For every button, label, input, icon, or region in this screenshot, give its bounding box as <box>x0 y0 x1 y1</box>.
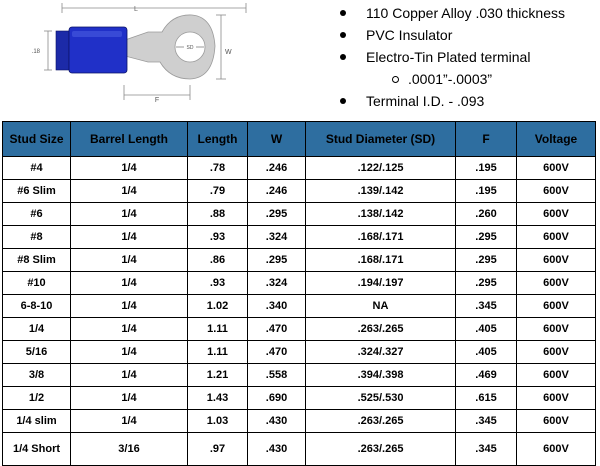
cell-f: .615 <box>456 387 517 410</box>
cell-barrel-length: 1/4 <box>71 226 188 249</box>
cell-f: .405 <box>456 341 517 364</box>
cell-length: .88 <box>188 203 248 226</box>
cell-stud-size: #6 Slim <box>3 180 71 203</box>
cell-stud-size: 1/4 Short <box>3 433 71 466</box>
cell-length: 1.43 <box>188 387 248 410</box>
cell-voltage: 600V <box>517 364 596 387</box>
cell-w: .340 <box>248 295 306 318</box>
cell-voltage: 600V <box>517 341 596 364</box>
dim-sd-label: SD <box>186 45 194 51</box>
spec-copper-alloy: 110 Copper Alloy .030 thickness <box>330 2 565 24</box>
cell-voltage: 600V <box>517 387 596 410</box>
cell-stud-diameter: .168/.171 <box>306 226 456 249</box>
table-row <box>3 433 596 466</box>
header-length: Length <box>188 122 248 157</box>
cell-voltage: 600V <box>517 180 596 203</box>
cell-stud-size: 5/16 <box>3 341 71 364</box>
cell-w: .558 <box>248 364 306 387</box>
cell-stud-diameter: .263/.265 <box>306 318 456 341</box>
cell-length: 1.03 <box>188 410 248 433</box>
cell-voltage: 600V <box>517 295 596 318</box>
table-row <box>3 180 596 203</box>
cell-f: .345 <box>456 433 517 466</box>
cell-barrel-length: 1/4 <box>71 157 188 180</box>
cell-voltage: 600V <box>517 410 596 433</box>
cell-barrel-length: 1/4 <box>71 272 188 295</box>
cell-stud-diameter: .394/.398 <box>306 364 456 387</box>
cell-barrel-length: 1/4 <box>71 295 188 318</box>
terminal-diagram <box>0 0 300 110</box>
cell-stud-diameter: .122/.125 <box>306 157 456 180</box>
spec-table <box>2 121 596 466</box>
table-row <box>3 410 596 433</box>
cell-length: 1.02 <box>188 295 248 318</box>
cell-length: 1.11 <box>188 341 248 364</box>
dim-18-label: .18 <box>31 49 40 55</box>
cell-voltage: 600V <box>517 203 596 226</box>
cell-stud-diameter: .525/.530 <box>306 387 456 410</box>
cell-stud-size: 1/2 <box>3 387 71 410</box>
cell-f: .260 <box>456 203 517 226</box>
cell-barrel-length: 1/4 <box>71 364 188 387</box>
header-voltage: Voltage <box>517 122 596 157</box>
cell-voltage: 600V <box>517 318 596 341</box>
header-f: F <box>456 122 517 157</box>
cell-w: .246 <box>248 157 306 180</box>
dim-l-label: L <box>134 6 138 13</box>
cell-voltage: 600V <box>517 249 596 272</box>
cell-voltage: 600V <box>517 433 596 466</box>
cell-stud-size: 1/4 <box>3 318 71 341</box>
spec-plating: Electro-Tin Plated terminal <box>330 46 565 68</box>
cell-w: .295 <box>248 203 306 226</box>
cell-w: .324 <box>248 226 306 249</box>
cell-barrel-length: 3/16 <box>71 433 188 466</box>
cell-length: .86 <box>188 249 248 272</box>
cell-w: .295 <box>248 249 306 272</box>
cell-stud-size: 6-8-10 <box>3 295 71 318</box>
spec-terminal-id: Terminal I.D. - .093 <box>330 90 565 112</box>
cell-barrel-length: 1/4 <box>71 203 188 226</box>
table-row <box>3 364 596 387</box>
cell-f: .295 <box>456 226 517 249</box>
spec-insulator: PVC Insulator <box>330 24 565 46</box>
cell-w: .470 <box>248 341 306 364</box>
table-row <box>3 387 596 410</box>
cell-stud-diameter: .138/.142 <box>306 203 456 226</box>
cell-stud-diameter: .194/.197 <box>306 272 456 295</box>
cell-f: .195 <box>456 157 517 180</box>
table-row <box>3 226 596 249</box>
cell-stud-size: #4 <box>3 157 71 180</box>
cell-stud-size: 1/4 slim <box>3 410 71 433</box>
cell-stud-size: #8 <box>3 226 71 249</box>
table-row <box>3 318 596 341</box>
cell-f: .295 <box>456 249 517 272</box>
cell-stud-diameter: .263/.265 <box>306 410 456 433</box>
cell-stud-size: 3/8 <box>3 364 71 387</box>
cell-barrel-length: 1/4 <box>71 387 188 410</box>
cell-f: .345 <box>456 295 517 318</box>
cell-w: .470 <box>248 318 306 341</box>
cell-w: .430 <box>248 433 306 466</box>
table-row <box>3 272 596 295</box>
cell-length: 1.11 <box>188 318 248 341</box>
cell-barrel-length: 1/4 <box>71 410 188 433</box>
cell-voltage: 600V <box>517 157 596 180</box>
cell-length: .78 <box>188 157 248 180</box>
header-barrel-length: Barrel Length <box>71 122 188 157</box>
cell-barrel-length: 1/4 <box>71 318 188 341</box>
header-w: W <box>248 122 306 157</box>
cell-f: .345 <box>456 410 517 433</box>
cell-barrel-length: 1/4 <box>71 249 188 272</box>
spec-list <box>330 2 565 112</box>
cell-f: .295 <box>456 272 517 295</box>
cell-barrel-length: 1/4 <box>71 180 188 203</box>
dim-f-label: F <box>154 97 160 104</box>
cell-stud-diameter: .263/.265 <box>306 433 456 466</box>
cell-length: 1.21 <box>188 364 248 387</box>
cell-w: .324 <box>248 272 306 295</box>
cell-stud-diameter: .139/.142 <box>306 180 456 203</box>
table-row <box>3 203 596 226</box>
cell-f: .195 <box>456 180 517 203</box>
cell-stud-size: #6 <box>3 203 71 226</box>
cell-stud-size: #10 <box>3 272 71 295</box>
header-stud-diameter: Stud Diameter (SD) <box>306 122 456 157</box>
cell-f: .405 <box>456 318 517 341</box>
cell-length: .93 <box>188 272 248 295</box>
cell-stud-size: #8 Slim <box>3 249 71 272</box>
table-row <box>3 295 596 318</box>
spec-plating-thickness: .0001”-.0003” <box>330 68 565 90</box>
cell-length: .79 <box>188 180 248 203</box>
cell-voltage: 600V <box>517 226 596 249</box>
table-header-row <box>3 122 596 157</box>
cell-barrel-length: 1/4 <box>71 341 188 364</box>
header-stud-size: Stud Size <box>3 122 71 157</box>
cell-w: .246 <box>248 180 306 203</box>
insulated-barrel <box>56 31 69 70</box>
cell-length: .93 <box>188 226 248 249</box>
table-row <box>3 341 596 364</box>
cell-w: .430 <box>248 410 306 433</box>
cell-stud-diameter: .168/.171 <box>306 249 456 272</box>
cell-w: .690 <box>248 387 306 410</box>
table-row <box>3 157 596 180</box>
cell-f: .469 <box>456 364 517 387</box>
cell-length: .97 <box>188 433 248 466</box>
cell-voltage: 600V <box>517 272 596 295</box>
table-row <box>3 249 596 272</box>
cell-stud-diameter: NA <box>306 295 456 318</box>
dim-w-label: W <box>225 49 232 56</box>
cell-stud-diameter: .324/.327 <box>306 341 456 364</box>
